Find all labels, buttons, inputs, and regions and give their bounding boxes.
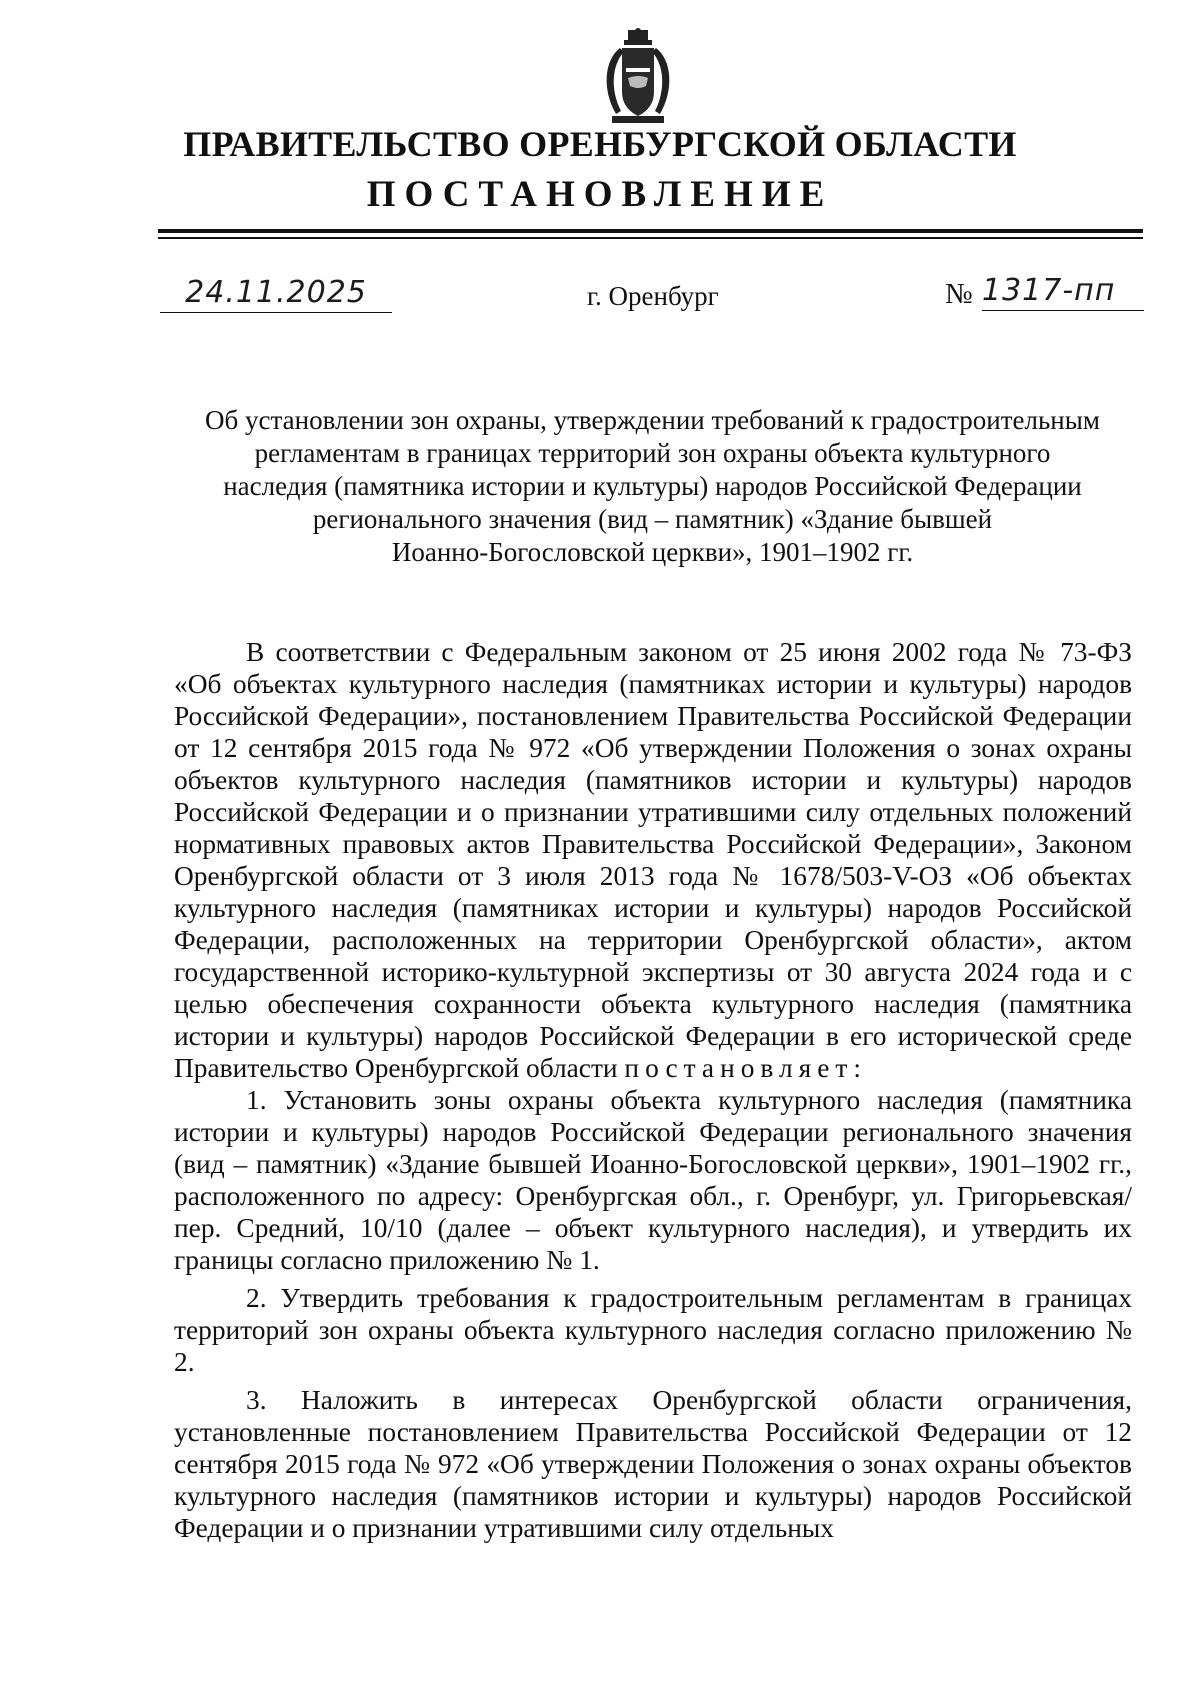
item-3-paragraph: 3. Наложить в интересах Оренбургской области ограничения, установленные постановлением Правительства Российской Федерации от 12 сентября 2015 года № 972 «Об утверждении Положения о зонах охраны объектов культурного наследия (памятников истории и культуры) народов Российской Федерации и о признании утратившими силу отдельных <box>174 1385 1132 1543</box>
number-label: № <box>945 278 973 310</box>
preamble-paragraph <box>174 636 1132 1084</box>
item-2-paragraph: 2. Утвердить требования к градостроительным регламентам в границах территорий зон охраны объекта культурного наследия согласно приложению № 2. <box>174 1283 1132 1377</box>
decree-word: постановляет: <box>624 1053 868 1083</box>
preamble-text: В соответствии с Федеральным законом от 25 июня 2002 года № 73-ФЗ «Об объектах культурного наследия (памятниках истории и культуры) народов Российской Федерации», постановлением Правительства Российской Федерации от 12 сентября 2015 года № 972 «Об утверждении Положения о зонах охраны объектов культурного наследия (памятников истории и культуры) народов Российской Федерации и о признании утратившими силу отдельных положений нормативных правовых актов Правительства Российской Федерации», Законом Оренбургской области от 3 июля 2013 года № 1678/503-V-ОЗ «Об объектах культурного наследия (памятниках истории и культуры) народов Российской Федерации, расположенных на территории Оренбургской области», актом государственной историко-культурной экспертизы от 30 августа 2024 года и с целью обеспечения сохранности объекта культурного наследия (памятника истории и культуры) народов Российской Федерации в его исторической среде Правительство Оренбургской области <box>174 637 1132 1083</box>
document-city: г. Оренбург <box>587 281 719 311</box>
document-type: ПОСТАНОВЛЕНИЕ <box>366 174 834 215</box>
orenburg-coat-of-arms-icon <box>590 28 686 128</box>
header-divider-thin <box>158 237 1143 239</box>
title-line: регионального значения (вид – памятник) «Здание бывшей <box>312 504 993 534</box>
government-name: ПРАВИТЕЛЬСТВО ОРЕНБУРГСКОЙ ОБЛАСТИ <box>183 124 1017 164</box>
title-line: Об установлении зон охраны, утверждении требований к градостроительным <box>205 405 1100 435</box>
document-number: 1317-пп <box>982 274 1144 311</box>
item-1-paragraph: 1. Установить зоны охраны объекта культурного наследия (памятника истории и культуры) народов Российской Федерации регионального значения (вид – памятник) «Здание бывшей Иоанно-Богословской церкви», 1901–1902 гг., расположенного по адресу: Оренбургская обл., г. Оренбург, ул. Григорьевская/пер. Средний, 10/10 (далее – объект культурного наследия), и утвердить их границы согласно приложению № 1. <box>174 1085 1132 1275</box>
document-date: 24.11.2025 <box>160 276 392 313</box>
title-line: наследия (памятника истории и культуры) народов Российской Федерации <box>223 471 1082 501</box>
title-line: регламентам в границах территорий зон охраны объекта культурного <box>254 438 1051 468</box>
title-line: Иоанно-Богословской церкви», 1901–1902 гг. <box>391 537 914 567</box>
document-title <box>160 404 1145 569</box>
header-divider-thick <box>158 229 1143 233</box>
document-body <box>174 636 1132 1544</box>
